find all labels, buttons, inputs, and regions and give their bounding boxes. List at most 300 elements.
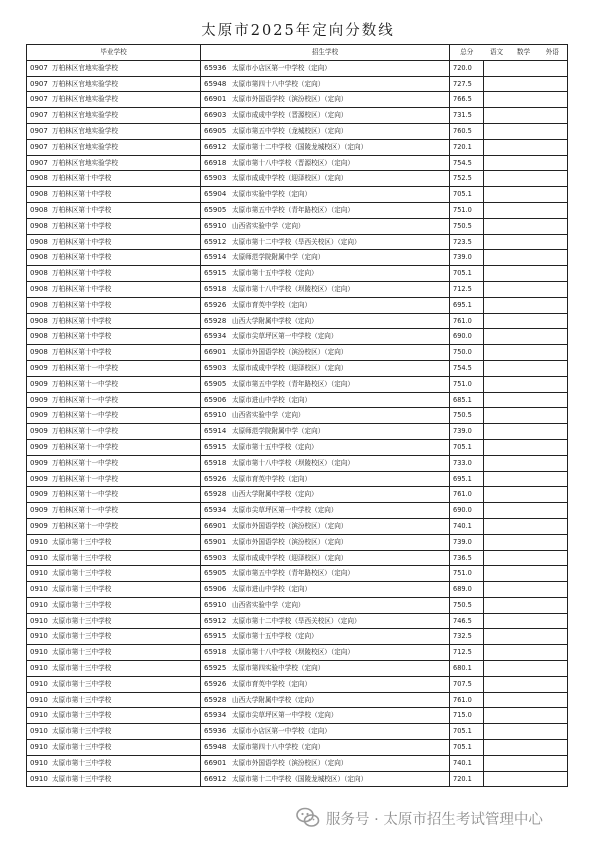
- foreign-score-cell: [538, 266, 568, 282]
- admission-school-name: 太原市小店区第一中学校（定向）: [232, 727, 331, 736]
- table-row: [27, 297, 568, 313]
- admission-school-name: 山西大学附属中学校（定向）: [232, 490, 318, 499]
- admission-school-cell: [201, 76, 450, 92]
- graduate-school-cell: [27, 329, 201, 345]
- graduate-school-code: 0910: [30, 616, 48, 625]
- graduate-school-name: 万柏林区官地实验学校: [52, 111, 118, 120]
- math-score-cell: [510, 740, 538, 756]
- total-score-cell: 707.5: [450, 676, 484, 692]
- graduate-school-name: 万柏林区第十中学校: [52, 237, 112, 246]
- graduate-school-cell: [27, 187, 201, 203]
- total-score-cell: 740.1: [450, 755, 484, 771]
- chinese-score-cell: [484, 108, 510, 124]
- total-score-cell: 739.0: [450, 424, 484, 440]
- admission-school-name: 山西大学附属中学校（定向）: [232, 695, 318, 704]
- graduate-school-cell: [27, 155, 201, 171]
- graduate-school-cell: [27, 629, 201, 645]
- table-row: [27, 376, 568, 392]
- admission-school-name: 太原师范学院附属中学（定向）: [232, 253, 325, 262]
- graduate-school-cell: [27, 376, 201, 392]
- foreign-score-cell: [538, 550, 568, 566]
- table-row: [27, 123, 568, 139]
- graduate-school-cell: [27, 281, 201, 297]
- chinese-score-cell: [484, 566, 510, 582]
- total-score-cell: 751.0: [450, 376, 484, 392]
- admission-school-cell: [201, 345, 450, 361]
- graduate-school-code: 0910: [30, 679, 48, 688]
- chinese-score-cell: [484, 534, 510, 550]
- chinese-score-cell: [484, 234, 510, 250]
- graduate-school-name: 万柏林区第十中学校: [52, 269, 112, 278]
- chinese-score-cell: [484, 250, 510, 266]
- chinese-score-cell: [484, 139, 510, 155]
- chinese-score-cell: [484, 408, 510, 424]
- foreign-score-cell: [538, 108, 568, 124]
- foreign-score-cell: [538, 597, 568, 613]
- foreign-score-cell: [538, 218, 568, 234]
- graduate-school-cell: [27, 645, 201, 661]
- graduate-school-code: 0909: [30, 411, 48, 420]
- foreign-score-cell: [538, 503, 568, 519]
- math-score-cell: [510, 360, 538, 376]
- graduate-school-cell: [27, 471, 201, 487]
- graduate-school-cell: [27, 108, 201, 124]
- table-row: [27, 503, 568, 519]
- math-score-cell: [510, 139, 538, 155]
- admission-school-name: 太原市第五中学校（青年路校区）（定向）: [232, 205, 354, 214]
- graduate-school-name: 万柏林区第十一中学校: [52, 363, 118, 372]
- admission-school-cell: [201, 281, 450, 297]
- admission-school-cell: [201, 123, 450, 139]
- graduate-school-cell: [27, 487, 201, 503]
- table-row: [27, 171, 568, 187]
- graduate-school-cell: [27, 60, 201, 76]
- admission-school-code: 65918: [204, 648, 227, 657]
- graduate-school-name: 万柏林区第十一中学校: [52, 521, 118, 530]
- table-row: [27, 566, 568, 582]
- admission-school-code: 65934: [204, 506, 227, 515]
- admission-school-cell: [201, 266, 450, 282]
- table-row: [27, 724, 568, 740]
- total-score-cell: 739.0: [450, 534, 484, 550]
- admission-school-code: 65915: [204, 442, 227, 451]
- admission-school-name: 太原市成成中学校（迎泽校区）（定向）: [232, 363, 348, 372]
- admission-school-name: 太原市实验中学校（定向）: [232, 190, 312, 199]
- total-score-cell: 680.1: [450, 661, 484, 677]
- admission-school-code: 65915: [204, 632, 227, 641]
- table-row: [27, 155, 568, 171]
- math-score-cell: [510, 155, 538, 171]
- graduate-school-code: 0908: [30, 190, 48, 199]
- total-score-cell: 712.5: [450, 281, 484, 297]
- graduate-school-cell: [27, 297, 201, 313]
- admission-school-name: 太原市第十二中学校（旱西关校区）（定向）: [232, 237, 361, 246]
- total-score-cell: 690.0: [450, 503, 484, 519]
- math-score-cell: [510, 329, 538, 345]
- table-row: [27, 313, 568, 329]
- graduate-school-code: 0910: [30, 569, 48, 578]
- foreign-score-cell: [538, 755, 568, 771]
- math-score-cell: [510, 455, 538, 471]
- math-score-cell: [510, 92, 538, 108]
- graduate-school-name: 万柏林区第十一中学校: [52, 458, 118, 467]
- admission-school-name: 太原市成成中学校（晋源校区）（定向）: [232, 111, 348, 120]
- graduate-school-name: 万柏林区第十中学校: [52, 332, 112, 341]
- math-score-cell: [510, 629, 538, 645]
- table-row: [27, 187, 568, 203]
- math-score-cell: [510, 60, 538, 76]
- total-score-cell: 690.0: [450, 329, 484, 345]
- chinese-score-cell: [484, 676, 510, 692]
- admission-school-name: 太原市第十二中学校（国陵龙城校区）（定向）: [232, 142, 368, 151]
- admission-school-cell: [201, 297, 450, 313]
- total-score-cell: 720.0: [450, 60, 484, 76]
- math-score-cell: [510, 202, 538, 218]
- admission-school-code: 65934: [204, 711, 227, 720]
- chinese-score-cell: [484, 60, 510, 76]
- math-score-cell: [510, 234, 538, 250]
- admission-school-name: 太原市尖草坪区第一中学校（定向）: [232, 332, 338, 341]
- graduate-school-name: 太原市第十三中学校: [52, 553, 112, 562]
- graduate-school-cell: [27, 518, 201, 534]
- total-score-cell: 736.5: [450, 550, 484, 566]
- chinese-score-cell: [484, 92, 510, 108]
- total-score-cell: 754.5: [450, 155, 484, 171]
- math-score-cell: [510, 692, 538, 708]
- foreign-score-cell: [538, 155, 568, 171]
- total-score-cell: 720.1: [450, 139, 484, 155]
- total-score-cell: 695.1: [450, 471, 484, 487]
- table-row: [27, 629, 568, 645]
- math-score-cell: [510, 566, 538, 582]
- table-row: [27, 345, 568, 361]
- math-score-cell: [510, 487, 538, 503]
- graduate-school-code: 0908: [30, 205, 48, 214]
- graduate-school-name: 太原市第十三中学校: [52, 537, 112, 546]
- graduate-school-code: 0908: [30, 284, 48, 293]
- admission-school-name: 太原市第四实验中学校（定向）: [232, 664, 325, 673]
- admission-school-cell: [201, 629, 450, 645]
- total-score-cell: 685.1: [450, 392, 484, 408]
- graduate-school-cell: [27, 250, 201, 266]
- table-row: [27, 108, 568, 124]
- admission-school-code: 66903: [204, 111, 227, 120]
- total-score-cell: 689.0: [450, 582, 484, 598]
- math-score-cell: [510, 108, 538, 124]
- graduate-school-name: 万柏林区第十中学校: [52, 205, 112, 214]
- admission-school-name: 太原市第五中学校（青年路校区）（定向）: [232, 379, 354, 388]
- admission-school-cell: [201, 740, 450, 756]
- total-score-cell: 733.0: [450, 455, 484, 471]
- table-row: [27, 266, 568, 282]
- admission-school-name: 太原市第五中学校（龙城校区）（定向）: [232, 126, 348, 135]
- admission-school-code: 65928: [204, 695, 227, 704]
- admission-school-name: 太原市成成中学校（迎泽校区）（定向）: [232, 174, 348, 183]
- table-row: [27, 202, 568, 218]
- math-score-cell: [510, 534, 538, 550]
- admission-school-code: 66912: [204, 774, 227, 783]
- foreign-score-cell: [538, 171, 568, 187]
- admission-school-name: 太原市进山中学校（定向）: [232, 585, 312, 594]
- graduate-school-cell: [27, 171, 201, 187]
- admission-school-cell: [201, 139, 450, 155]
- admission-school-name: 太原市外国语学校（滨汾校区）（定向）: [232, 348, 348, 357]
- math-score-cell: [510, 218, 538, 234]
- chinese-score-cell: [484, 661, 510, 677]
- graduate-school-name: 万柏林区第十一中学校: [52, 442, 118, 451]
- graduate-school-cell: [27, 408, 201, 424]
- graduate-school-code: 0908: [30, 332, 48, 341]
- admission-school-name: 太原市外国语学校（滨汾校区）（定向）: [232, 758, 348, 767]
- table-row: [27, 60, 568, 76]
- math-score-cell: [510, 123, 538, 139]
- graduate-school-cell: [27, 92, 201, 108]
- admission-school-name: 山西省实验中学（定向）: [232, 221, 305, 230]
- math-score-cell: [510, 613, 538, 629]
- graduate-school-name: 万柏林区第十一中学校: [52, 411, 118, 420]
- total-score-cell: 750.5: [450, 597, 484, 613]
- graduate-school-cell: [27, 218, 201, 234]
- total-score-cell: 705.1: [450, 439, 484, 455]
- graduate-school-name: 万柏林区第十中学校: [52, 348, 112, 357]
- admission-school-name: 太原师范学院附属中学（定向）: [232, 427, 325, 436]
- total-score-cell: 760.5: [450, 123, 484, 139]
- chinese-score-cell: [484, 439, 510, 455]
- total-score-cell: 761.0: [450, 487, 484, 503]
- math-score-cell: [510, 661, 538, 677]
- admission-school-code: 65925: [204, 664, 227, 673]
- admission-school-code: 65912: [204, 616, 227, 625]
- graduate-school-code: 0909: [30, 521, 48, 530]
- chinese-score-cell: [484, 771, 510, 787]
- foreign-score-cell: [538, 76, 568, 92]
- admission-school-name: 太原市尖草坪区第一中学校（定向）: [232, 506, 338, 515]
- total-score-cell: 739.0: [450, 250, 484, 266]
- chinese-score-cell: [484, 360, 510, 376]
- admission-school-name: 太原市外国语学校（滨汾校区）（定向）: [232, 537, 348, 546]
- admission-school-cell: [201, 171, 450, 187]
- admission-school-name: 太原市育英中学校（定向）: [232, 679, 312, 688]
- graduate-school-name: 万柏林区第十中学校: [52, 284, 112, 293]
- foreign-score-cell: [538, 123, 568, 139]
- table-row: [27, 676, 568, 692]
- graduate-school-code: 0908: [30, 300, 48, 309]
- graduate-school-code: 0909: [30, 458, 48, 467]
- admission-school-code: 66918: [204, 158, 227, 167]
- graduate-school-name: 太原市第十三中学校: [52, 758, 112, 767]
- admission-school-code: 65903: [204, 553, 227, 562]
- admission-school-name: 太原市第十五中学校（定向）: [232, 269, 318, 278]
- admission-school-name: 太原市第十八中学校（坝陵校区）（定向）: [232, 458, 354, 467]
- graduate-school-cell: [27, 139, 201, 155]
- admission-school-code: 65906: [204, 585, 227, 594]
- admission-school-cell: [201, 518, 450, 534]
- table-row: [27, 582, 568, 598]
- admission-school-code: 65912: [204, 237, 227, 246]
- admission-school-cell: [201, 392, 450, 408]
- table-row: [27, 692, 568, 708]
- admission-school-cell: [201, 250, 450, 266]
- chinese-score-cell: [484, 187, 510, 203]
- graduate-school-cell: [27, 755, 201, 771]
- graduate-school-cell: [27, 455, 201, 471]
- table-row: [27, 218, 568, 234]
- admission-school-code: 65918: [204, 284, 227, 293]
- chinese-score-cell: [484, 645, 510, 661]
- graduate-school-cell: [27, 550, 201, 566]
- chinese-score-cell: [484, 455, 510, 471]
- admission-school-code: 65914: [204, 427, 227, 436]
- table-row: [27, 455, 568, 471]
- admission-school-name: 太原市第十五中学校（定向）: [232, 632, 318, 641]
- graduate-school-code: 0907: [30, 158, 48, 167]
- graduate-school-cell: [27, 266, 201, 282]
- watermark-text: 服务号 · 太原市招生考试管理中心: [326, 811, 543, 828]
- graduate-school-cell: [27, 708, 201, 724]
- chinese-score-cell: [484, 171, 510, 187]
- graduate-school-code: 0909: [30, 442, 48, 451]
- admission-school-cell: [201, 424, 450, 440]
- admission-school-name: 山西省实验中学（定向）: [232, 411, 305, 420]
- admission-school-cell: [201, 503, 450, 519]
- admission-school-code: 65910: [204, 600, 227, 609]
- table-row: [27, 329, 568, 345]
- foreign-score-cell: [538, 360, 568, 376]
- graduate-school-name: 万柏林区第十一中学校: [52, 395, 118, 404]
- admission-school-cell: [201, 676, 450, 692]
- watermark: [296, 806, 586, 830]
- admission-school-cell: [201, 108, 450, 124]
- admission-school-cell: [201, 187, 450, 203]
- admission-school-name: 太原市小店区第一中学校（定向）: [232, 63, 331, 72]
- foreign-score-cell: [538, 566, 568, 582]
- graduate-school-cell: [27, 313, 201, 329]
- foreign-score-cell: [538, 439, 568, 455]
- chinese-score-cell: [484, 708, 510, 724]
- chinese-score-cell: [484, 724, 510, 740]
- graduate-school-code: 0910: [30, 758, 48, 767]
- foreign-score-cell: [538, 408, 568, 424]
- admission-school-code: 66901: [204, 758, 227, 767]
- admission-school-code: 65948: [204, 743, 227, 752]
- graduate-school-code: 0910: [30, 743, 48, 752]
- graduate-school-name: 太原市第十三中学校: [52, 774, 112, 783]
- graduate-school-name: 万柏林区第十一中学校: [52, 379, 118, 388]
- table-row: [27, 613, 568, 629]
- total-score-cell: 705.1: [450, 740, 484, 756]
- math-score-cell: [510, 376, 538, 392]
- admission-school-name: 太原市育英中学校（定向）: [232, 300, 312, 309]
- table-row: [27, 740, 568, 756]
- math-score-cell: [510, 76, 538, 92]
- admission-school-cell: [201, 582, 450, 598]
- table-row: [27, 408, 568, 424]
- total-score-cell: 754.5: [450, 360, 484, 376]
- table-row: [27, 392, 568, 408]
- chinese-score-cell: [484, 597, 510, 613]
- graduate-school-cell: [27, 771, 201, 787]
- graduate-school-code: 0909: [30, 490, 48, 499]
- admission-school-cell: [201, 455, 450, 471]
- score-table-body: [27, 60, 568, 787]
- chinese-score-cell: [484, 202, 510, 218]
- graduate-school-name: 万柏林区官地实验学校: [52, 126, 118, 135]
- chinese-score-cell: [484, 123, 510, 139]
- math-score-cell: [510, 645, 538, 661]
- admission-school-name: 山西大学附属中学校（定向）: [232, 316, 318, 325]
- header-admission-school: 招生学校: [201, 45, 450, 61]
- graduate-school-name: 万柏林区官地实验学校: [52, 79, 118, 88]
- graduate-school-cell: [27, 582, 201, 598]
- graduate-school-name: 太原市第十三中学校: [52, 600, 112, 609]
- admission-school-code: 65936: [204, 63, 227, 72]
- table-row: [27, 234, 568, 250]
- graduate-school-cell: [27, 424, 201, 440]
- admission-school-name: 太原市第十二中学校（旱西关校区）（定向）: [232, 616, 361, 625]
- admission-school-code: 66901: [204, 348, 227, 357]
- chinese-score-cell: [484, 503, 510, 519]
- chinese-score-cell: [484, 629, 510, 645]
- foreign-score-cell: [538, 676, 568, 692]
- admission-school-cell: [201, 550, 450, 566]
- admission-school-name: 太原市第五中学校（青年路校区）（定向）: [232, 569, 354, 578]
- graduate-school-name: 万柏林区第十一中学校: [52, 506, 118, 515]
- admission-school-code: 65915: [204, 269, 227, 278]
- admission-school-cell: [201, 613, 450, 629]
- graduate-school-code: 0909: [30, 363, 48, 372]
- table-row: [27, 92, 568, 108]
- total-score-cell: 750.5: [450, 408, 484, 424]
- math-score-cell: [510, 424, 538, 440]
- math-score-cell: [510, 597, 538, 613]
- foreign-score-cell: [538, 487, 568, 503]
- admission-school-code: 65926: [204, 474, 227, 483]
- graduate-school-name: 万柏林区第十中学校: [52, 316, 112, 325]
- admission-school-name: 太原市第四十八中学校（定向）: [232, 743, 325, 752]
- math-score-cell: [510, 676, 538, 692]
- table-row: [27, 708, 568, 724]
- total-score-cell: 750.5: [450, 218, 484, 234]
- math-score-cell: [510, 503, 538, 519]
- total-score-cell: 740.1: [450, 518, 484, 534]
- graduate-school-cell: [27, 676, 201, 692]
- admission-school-code: 65903: [204, 174, 227, 183]
- graduate-school-cell: [27, 202, 201, 218]
- foreign-score-cell: [538, 582, 568, 598]
- admission-school-cell: [201, 645, 450, 661]
- admission-school-cell: [201, 360, 450, 376]
- foreign-score-cell: [538, 661, 568, 677]
- total-score-cell: 727.5: [450, 76, 484, 92]
- graduate-school-code: 0907: [30, 126, 48, 135]
- admission-school-name: 太原市第四十八中学校（定向）: [232, 79, 325, 88]
- table-row: [27, 534, 568, 550]
- total-score-cell: 705.1: [450, 724, 484, 740]
- admission-school-name: 太原市外国语学校（滨汾校区）（定向）: [232, 521, 348, 530]
- admission-school-code: 65914: [204, 253, 227, 262]
- graduate-school-cell: [27, 76, 201, 92]
- math-score-cell: [510, 771, 538, 787]
- admission-school-code: 65934: [204, 332, 227, 341]
- foreign-score-cell: [538, 250, 568, 266]
- graduate-school-cell: [27, 740, 201, 756]
- graduate-school-name: 太原市第十三中学校: [52, 664, 112, 673]
- total-score-cell: 695.1: [450, 297, 484, 313]
- table-row: [27, 281, 568, 297]
- foreign-score-cell: [538, 455, 568, 471]
- total-score-cell: 705.1: [450, 266, 484, 282]
- total-score-cell: 751.0: [450, 202, 484, 218]
